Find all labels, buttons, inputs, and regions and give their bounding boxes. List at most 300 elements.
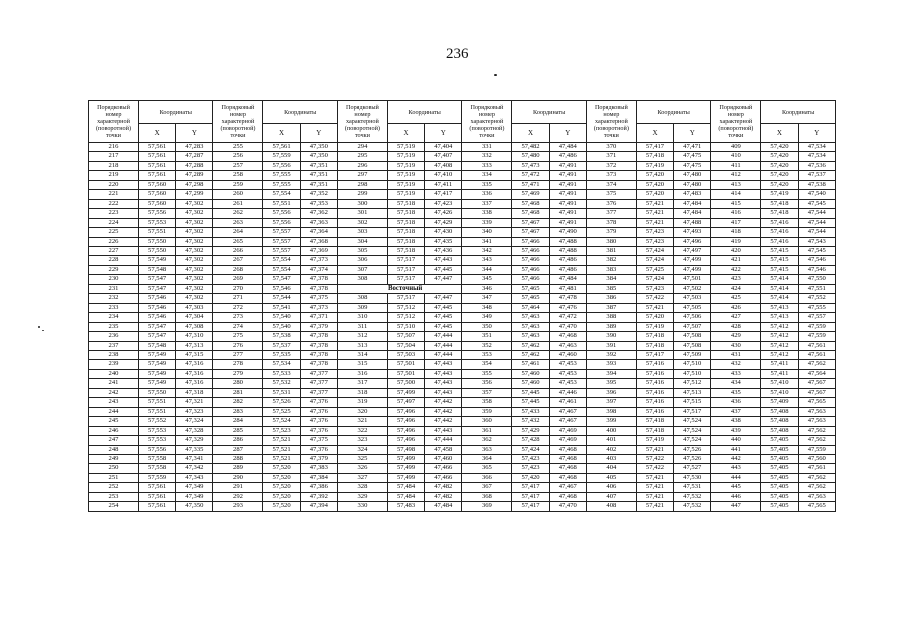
cell-point-number: 362: [462, 436, 512, 445]
cell-x: 57,549: [139, 256, 176, 265]
cell-x: 57,500: [387, 379, 424, 388]
cell-x: 57,497: [387, 398, 424, 407]
cell-y: 47,423: [425, 199, 462, 208]
cell-y: 47,502: [674, 284, 711, 293]
cell-y: 47,302: [176, 256, 213, 265]
cell-x: 57,520: [263, 483, 300, 492]
cell-y: 47,565: [798, 398, 835, 407]
coordinates-table-wrapper: [88, 100, 836, 512]
header-x: X: [636, 124, 673, 143]
cell-point-number: 378: [586, 218, 636, 227]
cell-y: 47,383: [300, 464, 337, 473]
cell-y: 47,551: [798, 284, 835, 293]
cell-y: 47,501: [674, 275, 711, 284]
cell-point-number: 300: [337, 199, 387, 208]
cell-y: 47,484: [549, 143, 586, 152]
cell-point-number: 312: [337, 332, 387, 341]
cell-point-number: 373: [586, 171, 636, 180]
cell-x: 57,549: [139, 360, 176, 369]
cell-point-number: 228: [89, 256, 139, 265]
cell-y: 47,444: [425, 436, 462, 445]
cell-y: 47,308: [176, 322, 213, 331]
cell-x: 57,423: [636, 284, 673, 293]
cell-point-number: 220: [89, 180, 139, 189]
cell-y: 47,460: [425, 454, 462, 463]
cell-y: 47,443: [425, 360, 462, 369]
cell-point-number: 426: [711, 303, 761, 312]
cell-point-number: 415: [711, 199, 761, 208]
cell-x: 57,553: [139, 436, 176, 445]
table-row: [89, 436, 836, 445]
cell-y: 47,404: [425, 143, 462, 152]
cell-x: 57,466: [512, 265, 549, 274]
cell-y: 47,288: [176, 161, 213, 170]
cell-x: 57,540: [263, 313, 300, 322]
cell-x: 57,405: [761, 436, 798, 445]
cell-y: 47,373: [300, 256, 337, 265]
cell-y: 47,491: [549, 190, 586, 199]
cell-x: 57,512: [387, 303, 424, 312]
cell-x: 57,541: [263, 303, 300, 312]
cell-x: 57,503: [387, 350, 424, 359]
cell-y: 47,316: [176, 379, 213, 388]
cell-y: 47,362: [300, 209, 337, 218]
cell-point-number: 275: [213, 332, 263, 341]
cell-x: 57,417: [512, 483, 549, 492]
cell-point-number: 268: [213, 265, 263, 274]
cell-point-number: 293: [213, 502, 263, 511]
cell-point-number: 365: [462, 464, 512, 473]
cell-point-number: 438: [711, 417, 761, 426]
cell-y: 47,453: [549, 379, 586, 388]
cell-y: 47,328: [176, 426, 213, 435]
cell-x: 57,556: [263, 218, 300, 227]
cell-x: 57,556: [139, 209, 176, 218]
table-row: [89, 143, 836, 152]
cell-point-number: 238: [89, 350, 139, 359]
cell-y: 47,384: [300, 473, 337, 482]
cell-y: 47,467: [549, 483, 586, 492]
cell-x: 57,561: [139, 152, 176, 161]
cell-y: 47,302: [176, 284, 213, 293]
cell-y: 47,444: [425, 350, 462, 359]
table-row: [89, 313, 836, 322]
cell-point-number: 379: [586, 228, 636, 237]
cell-y: 47,302: [176, 218, 213, 227]
cell-x: 57,462: [512, 350, 549, 359]
cell-point-number: 349: [462, 313, 512, 322]
cell-point-number: 289: [213, 464, 263, 473]
cell-y: 47,324: [176, 417, 213, 426]
cell-y: 47,484: [674, 209, 711, 218]
cell-x: 57,413: [761, 303, 798, 312]
cell-point-number: 377: [586, 209, 636, 218]
cell-y: 47,537: [798, 171, 835, 180]
cell-x: 57,553: [139, 426, 176, 435]
cell-x: 57,445: [512, 388, 549, 397]
header-coordinates: Координаты: [387, 101, 461, 124]
cell-y: 47,386: [300, 483, 337, 492]
cell-x: 57,467: [512, 228, 549, 237]
cell-y: 47,351: [300, 180, 337, 189]
header-point-number: Порядковый номер характерной (поворотной) точки: [337, 101, 387, 143]
cell-x: 57,483: [387, 502, 424, 511]
cell-y: 47,323: [176, 407, 213, 416]
cell-x: 57,416: [636, 398, 673, 407]
cell-y: 47,379: [300, 322, 337, 331]
cell-point-number: 429: [711, 332, 761, 341]
cell-point-number: 346: [462, 284, 512, 293]
cell-y: 47,375: [300, 436, 337, 445]
cell-y: 47,472: [549, 313, 586, 322]
cell-x: 57,555: [263, 180, 300, 189]
table-row: [89, 360, 836, 369]
cell-point-number: 397: [586, 398, 636, 407]
cell-point-number: 276: [213, 341, 263, 350]
cell-y: 47,517: [674, 407, 711, 416]
cell-y: 47,484: [549, 275, 586, 284]
cell-x: 57,416: [636, 369, 673, 378]
cell-x: 57,499: [387, 388, 424, 397]
cell-x: 57,416: [636, 407, 673, 416]
cell-point-number: 237: [89, 341, 139, 350]
cell-x: 57,469: [512, 190, 549, 199]
cell-y: 47,562: [798, 436, 835, 445]
table-row: [89, 209, 836, 218]
cell-x: 57,463: [512, 332, 549, 341]
cell-point-number: 413: [711, 180, 761, 189]
cell-point-number: 367: [462, 483, 512, 492]
table-row: [89, 228, 836, 237]
cell-y: 47,377: [300, 369, 337, 378]
cell-y: 47,351: [300, 171, 337, 180]
cell-point-number: 336: [462, 190, 512, 199]
cell-x: 57,463: [512, 313, 549, 322]
cell-y: 47,499: [674, 256, 711, 265]
table-row: [89, 322, 836, 331]
cell-y: 47,483: [674, 190, 711, 199]
cell-point-number: 320: [337, 407, 387, 416]
cell-point-number: 427: [711, 313, 761, 322]
cell-y: 47,560: [798, 454, 835, 463]
cell-x: 57,517: [387, 275, 424, 284]
cell-x: 57,521: [263, 436, 300, 445]
cell-y: 47,349: [176, 483, 213, 492]
cell-point-number: 257: [213, 161, 263, 170]
cell-point-number: 407: [586, 492, 636, 501]
cell-point-number: 431: [711, 350, 761, 359]
cell-x: 57,465: [512, 294, 549, 303]
cell-point-number: 371: [586, 152, 636, 161]
cell-point-number: 235: [89, 322, 139, 331]
header-point-number: Порядковый номер характерной (поворотной) точки: [89, 101, 139, 143]
cell-y: 47,480: [674, 180, 711, 189]
cell-x: 57,504: [387, 341, 424, 350]
cell-y: 47,510: [674, 369, 711, 378]
cell-x: 57,405: [761, 483, 798, 492]
cell-y: 47,316: [176, 360, 213, 369]
cell-y: 47,299: [176, 190, 213, 199]
cell-x: 57,496: [387, 426, 424, 435]
cell-y: 47,444: [425, 341, 462, 350]
cell-x: 57,412: [761, 341, 798, 350]
cell-x: 57,501: [387, 369, 424, 378]
cell-y: 47,561: [798, 341, 835, 350]
cell-point-number: 221: [89, 190, 139, 199]
cell-y: 47,567: [798, 388, 835, 397]
cell-x: 57,555: [263, 171, 300, 180]
cell-x: 57,551: [139, 398, 176, 407]
cell-y: 47,350: [300, 143, 337, 152]
table-row: [89, 190, 836, 199]
cell-point-number: 288: [213, 454, 263, 463]
cell-point-number: 382: [586, 256, 636, 265]
cell-x: 57,422: [636, 464, 673, 473]
cell-point-number: 392: [586, 350, 636, 359]
cell-y: 47,536: [798, 161, 835, 170]
cell-point-number: 240: [89, 369, 139, 378]
table-row: [89, 369, 836, 378]
cell-y: 47,376: [300, 426, 337, 435]
cell-y: 47,493: [674, 228, 711, 237]
cell-y: 47,289: [176, 171, 213, 180]
table-row: [89, 464, 836, 473]
cell-y: 47,466: [425, 464, 462, 473]
cell-y: 47,378: [300, 275, 337, 284]
cell-y: 47,442: [425, 417, 462, 426]
cell-y: 47,467: [549, 417, 586, 426]
cell-point-number: 368: [462, 492, 512, 501]
cell-point-number: 386: [586, 294, 636, 303]
cell-x: 57,520: [263, 473, 300, 482]
cell-x: 57,416: [636, 388, 673, 397]
cell-x: 57,546: [139, 313, 176, 322]
cell-point-number: 355: [462, 369, 512, 378]
table-row: [89, 256, 836, 265]
cell-x: 57,420: [636, 171, 673, 180]
cell-point-number: 287: [213, 445, 263, 454]
header-y: Y: [798, 124, 835, 143]
cell-x: 57,519: [387, 171, 424, 180]
cell-y: 47,491: [549, 209, 586, 218]
cell-x: 57,520: [263, 492, 300, 501]
cell-x: 57,548: [139, 341, 176, 350]
cell-y: 47,496: [674, 237, 711, 246]
cell-y: 47,435: [425, 237, 462, 246]
cell-x: 57,532: [263, 379, 300, 388]
cell-point-number: 432: [711, 360, 761, 369]
cell-point-number: 435: [711, 388, 761, 397]
cell-x: 57,496: [387, 417, 424, 426]
cell-x: 57,484: [387, 492, 424, 501]
cell-x: 57,499: [387, 454, 424, 463]
cell-x: 57,561: [139, 161, 176, 170]
cell-x: 57,547: [139, 284, 176, 293]
cell-x: 57,547: [139, 275, 176, 284]
cell-y: 47,524: [674, 436, 711, 445]
cell-x: 57,417: [636, 143, 673, 152]
cell-point-number: 227: [89, 246, 139, 255]
cell-point-number: 363: [462, 445, 512, 454]
cell-x: 57,549: [139, 369, 176, 378]
cell-point-number: 321: [337, 417, 387, 426]
cell-y: 47,392: [300, 492, 337, 501]
cell-y: 47,310: [176, 332, 213, 341]
cell-point-number: 412: [711, 171, 761, 180]
cell-point-number: 423: [711, 275, 761, 284]
cell-x: 57,496: [387, 407, 424, 416]
cell-y: 47,378: [300, 341, 337, 350]
cell-y: 47,302: [176, 246, 213, 255]
cell-point-number: 394: [586, 369, 636, 378]
cell-point-number: 359: [462, 407, 512, 416]
cell-x: 57,416: [761, 237, 798, 246]
coordinates-table: [88, 100, 836, 512]
cell-point-number: 414: [711, 190, 761, 199]
cell-y: 47,373: [300, 303, 337, 312]
table-row: [89, 417, 836, 426]
cell-y: 47,318: [176, 388, 213, 397]
header-point-number: Порядковый номер характерной (поворотной) точки: [586, 101, 636, 143]
table-row: [89, 161, 836, 170]
cell-x: 57,561: [139, 143, 176, 152]
cell-x: 57,405: [761, 445, 798, 454]
cell-point-number: 255: [213, 143, 263, 152]
cell-y: 47,559: [798, 445, 835, 454]
cell-x: 57,420: [636, 180, 673, 189]
cell-y: 47,444: [425, 332, 462, 341]
cell-x: 57,518: [387, 246, 424, 255]
cell-point-number: 322: [337, 426, 387, 435]
cell-x: 57,535: [263, 350, 300, 359]
cell-x: 57,523: [263, 426, 300, 435]
cell-x: 57,512: [387, 313, 424, 322]
cell-point-number: 310: [337, 313, 387, 322]
cell-x: 57,416: [761, 218, 798, 227]
cell-x: 57,463: [512, 322, 549, 331]
cell-y: 47,350: [176, 502, 213, 511]
cell-point-number: 302: [337, 218, 387, 227]
cell-x: 57,510: [387, 322, 424, 331]
cell-x: 57,561: [139, 502, 176, 511]
cell-point-number: 224: [89, 218, 139, 227]
header-y: Y: [425, 124, 462, 143]
cell-point-number: 216: [89, 143, 139, 152]
table-row: [89, 303, 836, 312]
cell-point-number: 229: [89, 265, 139, 274]
cell-x: 57,553: [139, 218, 176, 227]
cell-x: 57,482: [512, 143, 549, 152]
cell-y: 47,316: [176, 369, 213, 378]
cell-y: 47,484: [674, 199, 711, 208]
cell-point-number: 347: [462, 294, 512, 303]
table-row: [89, 407, 836, 416]
cell-y: 47,563: [798, 407, 835, 416]
cell-y: 47,468: [549, 464, 586, 473]
cell-point-number: 281: [213, 388, 263, 397]
cell-y: 47,562: [798, 426, 835, 435]
cell-point-number: 246: [89, 426, 139, 435]
cell-y: 47,508: [674, 341, 711, 350]
cell-y: 47,321: [176, 398, 213, 407]
cell-x: 57,418: [636, 341, 673, 350]
cell-y: 47,497: [674, 246, 711, 255]
table-row: [89, 294, 836, 303]
cell-point-number: 326: [337, 464, 387, 473]
cell-x: 57,521: [263, 454, 300, 463]
cell-point-number: 222: [89, 199, 139, 208]
cell-x: 57,420: [636, 190, 673, 199]
cell-y: 47,304: [176, 313, 213, 322]
cell-x: 57,499: [387, 464, 424, 473]
cell-y: 47,394: [300, 502, 337, 511]
cell-point-number: 428: [711, 322, 761, 331]
cell-y: 47,475: [674, 152, 711, 161]
cell-y: 47,375: [300, 294, 337, 303]
cell-point-number: 364: [462, 454, 512, 463]
page-number: 236: [446, 46, 469, 62]
cell-x: 57,551: [263, 199, 300, 208]
table-row: [89, 388, 836, 397]
cell-point-number: 408: [586, 502, 636, 511]
cell-x: 57,420: [761, 161, 798, 170]
cell-y: 47,532: [674, 492, 711, 501]
cell-x: 57,550: [139, 237, 176, 246]
cell-y: 47,562: [798, 360, 835, 369]
cell-point-number: 353: [462, 350, 512, 359]
cell-point-number: 422: [711, 265, 761, 274]
cell-y: 47,376: [300, 445, 337, 454]
cell-x: 57,559: [139, 473, 176, 482]
cell-point-number: 356: [462, 379, 512, 388]
cell-y: 47,460: [549, 350, 586, 359]
cell-x: 57,445: [512, 398, 549, 407]
cell-point-number: 305: [337, 246, 387, 255]
header-x: X: [387, 124, 424, 143]
cell-point-number: 286: [213, 436, 263, 445]
cell-x: 57,420: [636, 313, 673, 322]
cell-x: 57,561: [139, 171, 176, 180]
cell-point-number: 338: [462, 209, 512, 218]
table-row: [89, 483, 836, 492]
header-coordinates: Координаты: [636, 101, 710, 124]
cell-point-number: 296: [337, 161, 387, 170]
cell-x: 57,473: [512, 161, 549, 170]
cell-point-number: 327: [337, 473, 387, 482]
cell-x: 57,554: [263, 256, 300, 265]
cell-y: 47,499: [674, 265, 711, 274]
cell-point-number: 418: [711, 228, 761, 237]
cell-point-number: 234: [89, 313, 139, 322]
header-y: Y: [176, 124, 213, 143]
cell-y: 47,313: [176, 341, 213, 350]
cell-x: 57,560: [139, 190, 176, 199]
cell-point-number: 348: [462, 303, 512, 312]
cell-point-number: 284: [213, 417, 263, 426]
cell-y: 47,563: [798, 492, 835, 501]
cell-y: 47,565: [798, 502, 835, 511]
table-row: [89, 284, 836, 293]
cell-x: 57,412: [761, 332, 798, 341]
cell-point-number: 439: [711, 426, 761, 435]
cell-x: 57,414: [761, 275, 798, 284]
cell-point-number: 443: [711, 464, 761, 473]
cell-y: 47,377: [300, 388, 337, 397]
cell-y: 47,550: [798, 275, 835, 284]
cell-x: 57,465: [512, 284, 549, 293]
cell-x: 57,548: [139, 265, 176, 274]
cell-x: 57,421: [636, 303, 673, 312]
